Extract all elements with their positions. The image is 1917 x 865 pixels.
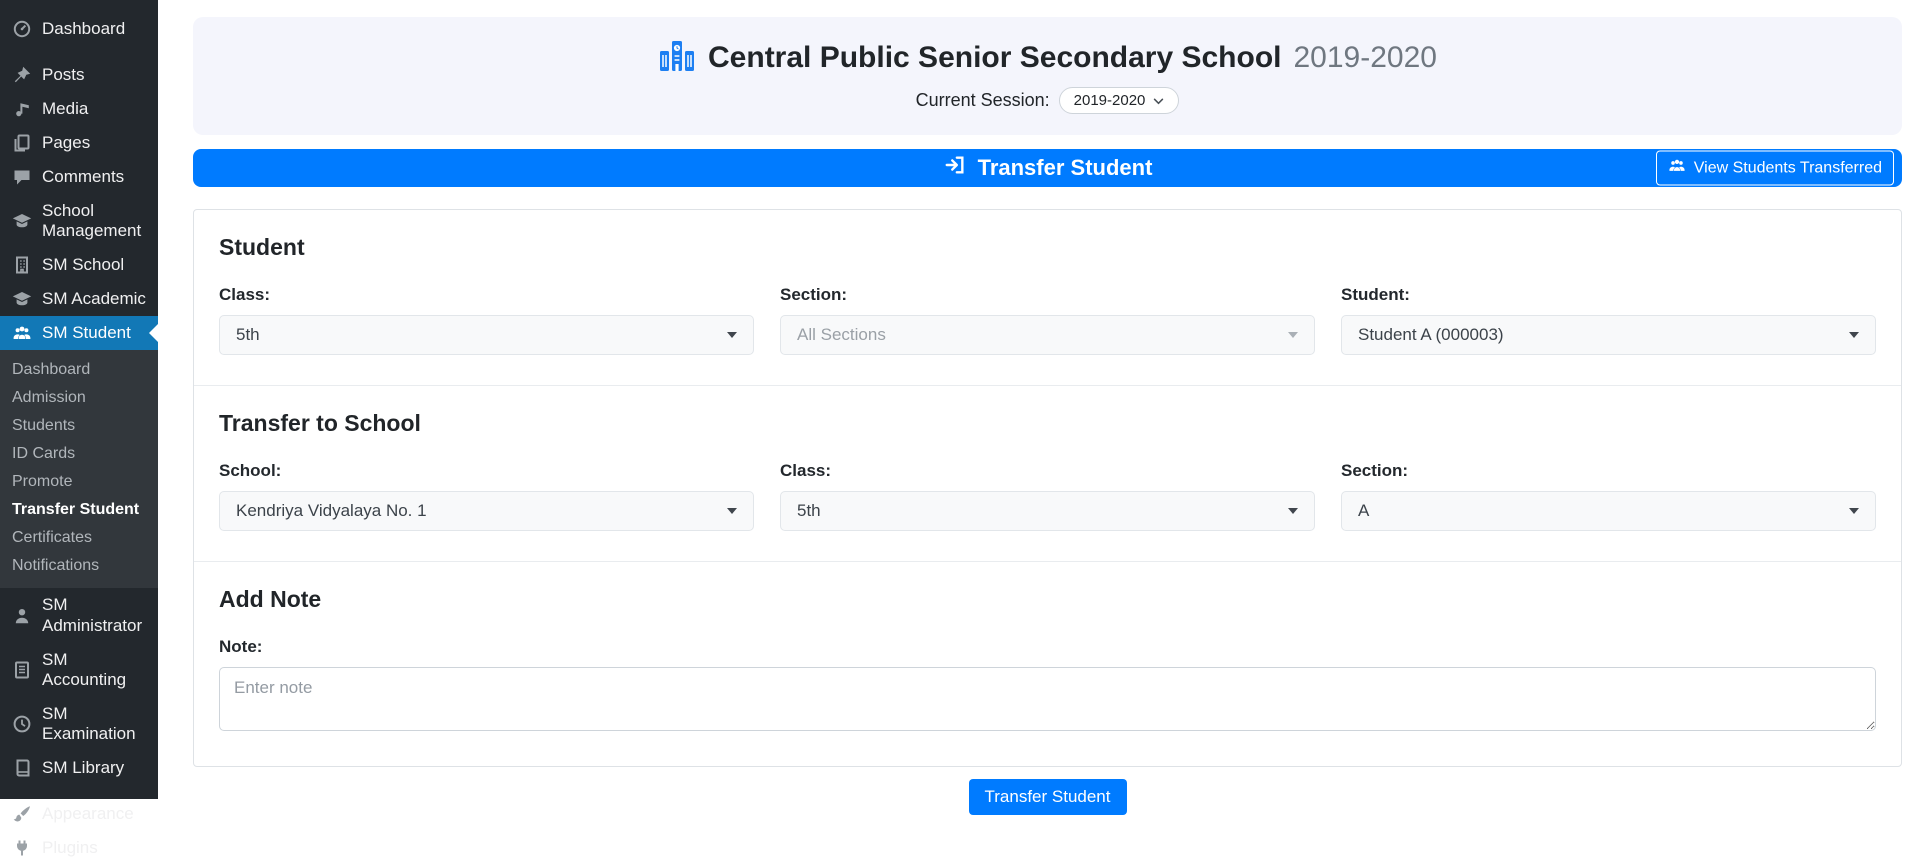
caret-down-icon [1849,508,1859,514]
student-section-field [780,285,1315,355]
sidebar-item-label: Comments [42,167,125,187]
school-title-row [658,39,1437,78]
dashboard-icon [12,19,32,39]
target-class-label: Class: [780,461,832,480]
target-section-field [1341,461,1876,531]
pin-icon [12,65,32,85]
banner-title [943,154,1153,182]
sidebar-item-comments[interactable] [0,160,158,194]
sidebar-item-label: Appearance [42,803,134,823]
note-input[interactable] [219,667,1876,731]
submenu-item-students[interactable]: Students [12,417,76,435]
submenu-item-promote[interactable]: Promote [12,473,73,491]
comments-icon [12,167,32,187]
sidebar-item-sm-administrator[interactable] [0,588,158,642]
plug-icon [12,838,32,858]
session-select[interactable] [1059,87,1180,114]
caret-down-icon [1288,508,1298,514]
sidebar-item-label: Dashboard [42,19,126,38]
sidebar-item-label: Posts [42,65,85,85]
banner-title-text: Transfer Student [977,155,1153,180]
sidebar-separator [0,785,158,797]
graduation-cap-icon [12,211,32,231]
administrator-icon [12,606,32,626]
student-section-select[interactable] [780,315,1315,355]
caret-down-icon [1288,332,1298,338]
target-section-value: A [1358,501,1370,520]
sidebar-item-sm-examination[interactable] [0,697,158,751]
student-section-label: Section: [780,285,848,304]
sidebar-item-sm-library[interactable] [0,751,158,785]
graduation-cap-icon [12,289,32,309]
view-students-transferred-label: View Students Transferred [1693,159,1882,176]
school-building-blue-icon [658,39,696,78]
sidebar-item-sm-accounting[interactable] [0,643,158,697]
submenu-item-dashboard[interactable]: Dashboard [12,361,91,379]
submit-row [193,779,1902,815]
caret-down-icon [727,332,737,338]
brush-icon [12,804,32,824]
transfer-to-school-heading: Transfer to School [219,410,421,436]
transfer-to-school-section [194,386,1901,561]
add-note-section [194,562,1901,766]
chevron-down-icon [1153,92,1164,109]
submenu-item-admission[interactable]: Admission [12,389,86,407]
ledger-icon [12,660,32,680]
admin-sidebar [0,0,158,857]
school-building-icon [12,255,32,275]
sidebar-item-appearance[interactable] [0,797,158,831]
student-section [194,210,1901,385]
student-name-label: Student: [1341,285,1410,304]
caret-down-icon [727,508,737,514]
current-session-label: Current Session: [915,89,1050,110]
current-session-row [916,87,1180,114]
main-content [158,0,1917,806]
school-session-year: 2019-2020 [1293,41,1437,74]
sidebar-item-media[interactable] [0,92,158,126]
target-school-label: School: [219,461,282,480]
sidebar-item-label: SM Examination [42,703,136,743]
view-students-transferred-button[interactable] [1656,151,1894,186]
sidebar-item-posts[interactable] [0,58,158,92]
target-class-value: 5th [797,501,821,520]
note-label: Note: [219,637,263,656]
media-icon [12,99,32,119]
student-class-select[interactable] [219,315,754,355]
sidebar-item-label: Pages [42,133,91,153]
submenu-item-transfer-student[interactable]: Transfer Student [12,501,140,519]
student-section-heading: Student [219,234,305,260]
student-class-field [219,285,754,355]
transfer-student-submit-button[interactable]: Transfer Student [969,779,1127,815]
target-section-select[interactable] [1341,491,1876,531]
sidebar-item-label: School Management [42,201,142,241]
transfer-student-banner [193,149,1902,187]
sidebar-item-label: Media [42,99,89,119]
sidebar-item-label: SM Student [42,323,131,343]
book-icon [12,758,32,778]
target-class-field [780,461,1315,531]
sidebar-item-school-management[interactable] [0,194,158,248]
caret-down-icon [1849,332,1859,338]
submenu-item-certificates[interactable]: Certificates [12,529,93,547]
sm-student-submenu [0,350,158,588]
student-name-field [1341,285,1876,355]
school-header-card [193,17,1902,135]
target-class-select[interactable] [780,491,1315,531]
pages-icon [12,133,32,153]
sidebar-item-label: SM Accounting [42,649,127,689]
sidebar-item-pages[interactable] [0,126,158,160]
session-select-value: 2019-2020 [1073,91,1146,109]
sidebar-item-sm-academic[interactable] [0,282,158,316]
sidebar-item-sm-school[interactable] [0,248,158,282]
sidebar-item-sm-student[interactable] [0,316,158,350]
users-icon [1668,157,1686,180]
target-school-select[interactable] [219,491,754,531]
student-name-select[interactable] [1341,315,1876,355]
student-class-label: Class: [219,285,271,304]
school-name: Central Public Senior Secondary School [708,41,1282,74]
student-section-value: All Sections [797,325,886,344]
sidebar-item-label: SM Administrator [42,595,143,635]
student-name-value: Student A (000003) [1358,325,1504,344]
students-group-icon [12,323,32,343]
target-school-field [219,461,754,531]
sidebar-item-label: SM Library [42,757,125,777]
target-section-label: Section: [1341,461,1409,480]
clock-icon [12,714,32,734]
sidebar-item-plugins[interactable] [0,831,158,865]
sidebar-item-label: SM Academic [42,289,146,309]
student-class-value: 5th [236,325,260,344]
sidebar-separator [0,46,158,58]
submenu-item-id-cards[interactable]: ID Cards [12,445,76,463]
sidebar-item-label: Plugins [42,837,98,857]
transfer-arrow-icon [943,154,967,182]
add-note-heading: Add Note [219,586,322,612]
transfer-form-card [193,209,1902,767]
sidebar-item-dashboard[interactable] [0,12,158,46]
submenu-item-notifications[interactable]: Notifications [12,557,100,575]
sidebar-item-label: SM School [42,255,125,275]
note-field [219,637,1876,736]
target-school-value: Kendriya Vidyalaya No. 1 [236,501,427,520]
